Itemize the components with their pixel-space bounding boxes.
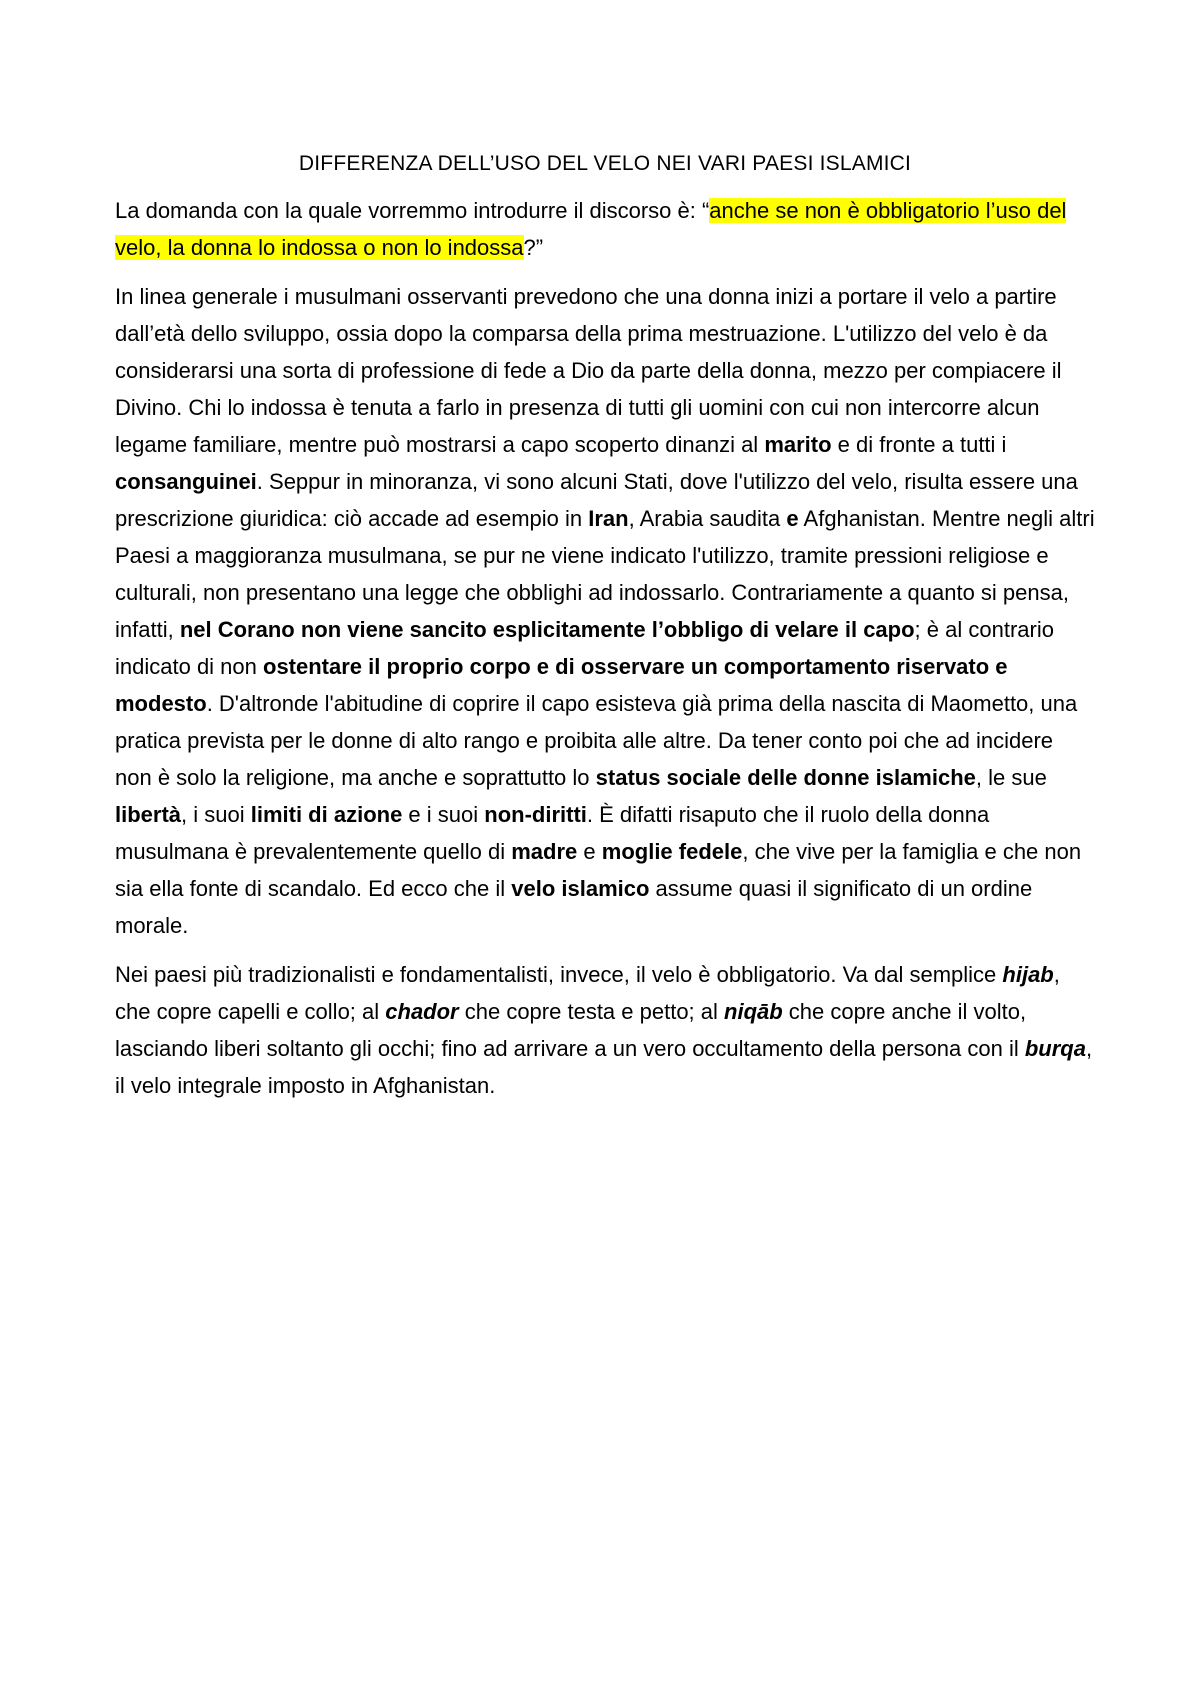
bold-term: e (786, 506, 799, 531)
bold-term: consanguinei (115, 469, 257, 494)
document-title: DIFFERENZA DELL’USO DEL VELO NEI VARI PAESI ISLAMICI (298, 152, 912, 175)
text-span: , che vive per la famiglia e che non sia ella fonte di scandalo. Ed ecco che il (115, 839, 1082, 901)
bold-term: moglie fedele (601, 839, 743, 864)
document-body (115, 145, 1095, 1116)
text-span: In linea generale i musulmani osservanti prevedono che una donna inizi a portare il velo a partire dall’età dello sviluppo, ossia dopo la comparsa della prima mestruazione. L'utilizzo del velo è da considerarsi una sorta di professione di fede a Dio da parte della donna, mezzo per compiacere il Divino. Chi lo indossa è tenuta a farlo in presenza di tutti gli uomini con cui non intercorre alcun legame familiare, mentre può mostrarsi a capo scoperto dinanzi al (115, 284, 1062, 457)
veil-type-term: niqāb (724, 999, 783, 1024)
veil-type-term: hijab (1002, 962, 1054, 987)
text-span: , che copre capelli e collo; al (115, 962, 1060, 1024)
body-paragraph-veil-types (115, 956, 1095, 1104)
text-span: , i suoi (181, 802, 251, 827)
text-span: e di fronte a tutti i (831, 432, 1007, 457)
bold-term: libertà (115, 802, 182, 827)
bold-term: limiti di azione (250, 802, 403, 827)
bold-term: ostentare il proprio corpo e di osservare un comportamento riservato e modesto (115, 654, 1008, 716)
text-span: La domanda con la quale vorremmo introdurre il discorso è: “ (115, 198, 710, 223)
text-span: . D'altronde l'abitudine di coprire il capo esisteva già prima della nascita di Maometto, una pratica prevista per le donne di alto rango e proibita alle altre. Da tener conto poi che ad incidere non è solo la religione, ma anche e soprattutto lo (115, 691, 1078, 790)
bold-term: status sociale delle donne islamiche (595, 765, 976, 790)
text-span: , Arabia saudita (628, 506, 787, 531)
text-span: ?” (523, 235, 544, 260)
intro-question-paragraph (115, 192, 1095, 266)
text-span: , le sue (975, 765, 1047, 790)
text-span: . Seppur in minoranza, vi sono alcuni Stati, dove l'utilizzo del velo, risulta essere una prescrizione giuridica: ciò accade ad esempio in (115, 469, 1078, 531)
text-span: ; è al contrario indicato di non (115, 617, 1054, 679)
highlighted-question: anche se non è obbligatorio l’uso del velo, la donna lo indossa o non lo indossa (115, 198, 1067, 260)
text-span: che copre testa e petto; al (458, 999, 725, 1024)
text-span: Nei paesi più tradizionalisti e fondamentalisti, invece, il velo è obbligatorio. Va dal semplice (115, 962, 1003, 987)
bold-term: madre (511, 839, 578, 864)
bold-term: Iran (588, 506, 629, 531)
bold-term: velo islamico (511, 876, 650, 901)
text-span: , il velo integrale imposto in Afghanistan. (115, 1036, 1093, 1098)
text-span: Afghanistan. Mentre negli altri Paesi a maggioranza musulmana, se pur ne viene indicato l'utilizzo, tramite pressioni religiose e culturali, non presentano una legge che obblighi ad indossarlo. Contrariamente a quanto si pensa, infatti, (115, 506, 1095, 642)
bold-term: marito (764, 432, 832, 457)
veil-type-term: chador (385, 999, 459, 1024)
text-span: . È difatti risaputo che il ruolo della donna musulmana è prevalentemente quello di (115, 802, 990, 864)
text-span: e (577, 839, 602, 864)
veil-type-term: burqa (1024, 1036, 1086, 1061)
text-span: assume quasi il significato di un ordine morale. (115, 876, 1033, 938)
text-span: che copre anche il volto, lasciando liberi soltanto gli occhi; fino ad arrivare a un vero occultamento della persona con il (115, 999, 1027, 1061)
bold-term: non-diritti (484, 802, 587, 827)
body-paragraph-general (115, 278, 1095, 944)
text-span: e i suoi (402, 802, 485, 827)
bold-term: nel Corano non viene sancito esplicitamente l’obbligo di velare il capo (179, 617, 915, 642)
